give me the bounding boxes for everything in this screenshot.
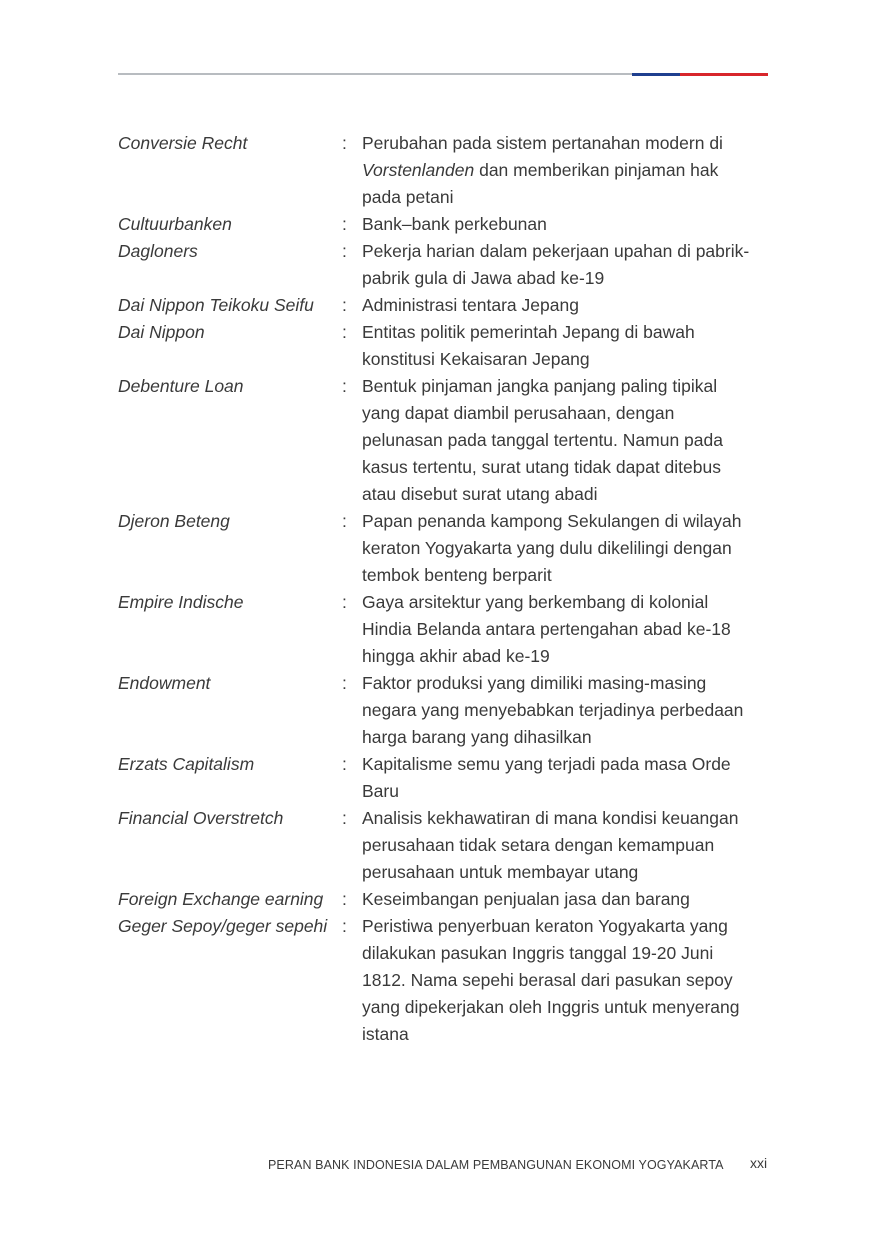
glossary-definition: Papan penanda kampong Sekulangen di wilayah keraton Yogyakarta yang dulu dikelilingi dengan tembok benteng berparit xyxy=(362,511,742,585)
glossary-entry xyxy=(118,913,758,1048)
separator: : xyxy=(342,133,347,153)
separator: : xyxy=(342,673,347,693)
glossary-term: Cultuurbanken xyxy=(118,214,232,234)
separator: : xyxy=(342,511,347,531)
separator: : xyxy=(342,322,347,342)
glossary-entry xyxy=(118,373,758,508)
glossary-entry xyxy=(118,751,758,805)
glossary-term: Foreign Exchange earning xyxy=(118,889,324,909)
header-accent-blue xyxy=(632,73,680,76)
glossary-term: Endowment xyxy=(118,673,211,693)
separator: : xyxy=(342,808,347,828)
glossary-term: Dai Nippon Teikoku Seifu xyxy=(118,295,314,315)
header-accent-red xyxy=(680,73,768,76)
glossary-definition: Keseimbangan penjualan jasa dan barang xyxy=(362,889,690,909)
page-number: xxi xyxy=(750,1155,768,1171)
glossary-entry xyxy=(118,130,758,211)
glossary-term: Erzats Capitalism xyxy=(118,754,255,774)
separator: : xyxy=(342,241,347,261)
separator: : xyxy=(342,376,347,396)
glossary-entry xyxy=(118,292,758,319)
glossary-entry xyxy=(118,211,758,238)
glossary-definition: Bank–bank perkebunan xyxy=(362,214,547,234)
glossary-term: Debenture Loan xyxy=(118,376,244,396)
glossary-entry xyxy=(118,805,758,886)
glossary-entry xyxy=(118,508,758,589)
glossary-entry xyxy=(118,238,758,292)
glossary-term: Dai Nippon xyxy=(118,322,205,342)
glossary-term: Conversie Recht xyxy=(118,133,248,153)
separator: : xyxy=(342,214,347,234)
separator: : xyxy=(342,916,347,936)
separator: : xyxy=(342,295,347,315)
separator: : xyxy=(342,592,347,612)
glossary-definition: Administrasi tentara Jepang xyxy=(362,295,579,315)
glossary-list xyxy=(118,130,758,1048)
glossary-entry xyxy=(118,670,758,751)
glossary-definition: Entitas politik pemerintah Jepang di bawah konstitusi Kekaisaran Jepang xyxy=(362,322,695,369)
glossary-definition: Kapitalisme semu yang terjadi pada masa Orde Baru xyxy=(362,754,731,801)
glossary-entry xyxy=(118,589,758,670)
glossary-definition: Perubahan pada sistem pertanahan modern di Vorstenlanden dan memberikan pinjaman hak pada petani xyxy=(362,133,723,207)
separator: : xyxy=(342,754,347,774)
glossary-definition: Gaya arsitektur yang berkembang di kolonial Hindia Belanda antara pertengahan abad ke-18 hingga akhir abad ke-19 xyxy=(362,592,731,666)
glossary-term: Djeron Beteng xyxy=(118,511,230,531)
glossary-definition: Bentuk pinjaman jangka panjang paling tipikal yang dapat diambil perusahaan, dengan pelunasan pada tanggal tertentu. Namun pada kasus tertentu, surat utang tidak dapat ditebus atau disebut surat utang abadi xyxy=(362,376,723,504)
glossary-definition: Analisis kekhawatiran di mana kondisi keuangan perusahaan tidak setara dengan kemampuan perusahaan untuk membayar utang xyxy=(362,808,739,882)
glossary-term: Geger Sepoy/geger sepehi xyxy=(118,916,328,936)
glossary-entry xyxy=(118,886,758,913)
glossary-term: Empire Indische xyxy=(118,592,244,612)
glossary-definition: Peristiwa penyerbuan keraton Yogyakarta yang dilakukan pasukan Inggris tanggal 19-20 Juni 1812. Nama sepehi berasal dari pasukan sepoy yang dipekerjakan oleh Inggris untuk menyerang istana xyxy=(362,916,740,1044)
glossary-definition: Faktor produksi yang dimiliki masing-masing negara yang menyebabkan terjadinya perbedaan harga barang yang dihasilkan xyxy=(362,673,744,747)
glossary-term: Financial Overstretch xyxy=(118,808,284,828)
glossary-definition: Pekerja harian dalam pekerjaan upahan di pabrik-pabrik gula di Jawa abad ke-19 xyxy=(362,241,750,288)
footer-book-title: PERAN BANK INDONESIA DALAM PEMBANGUNAN EKONOMI YOGYAKARTA xyxy=(268,1158,724,1172)
header-rule xyxy=(118,73,632,75)
glossary-entry xyxy=(118,319,758,373)
glossary-term: Dagloners xyxy=(118,241,198,261)
separator: : xyxy=(342,889,347,909)
